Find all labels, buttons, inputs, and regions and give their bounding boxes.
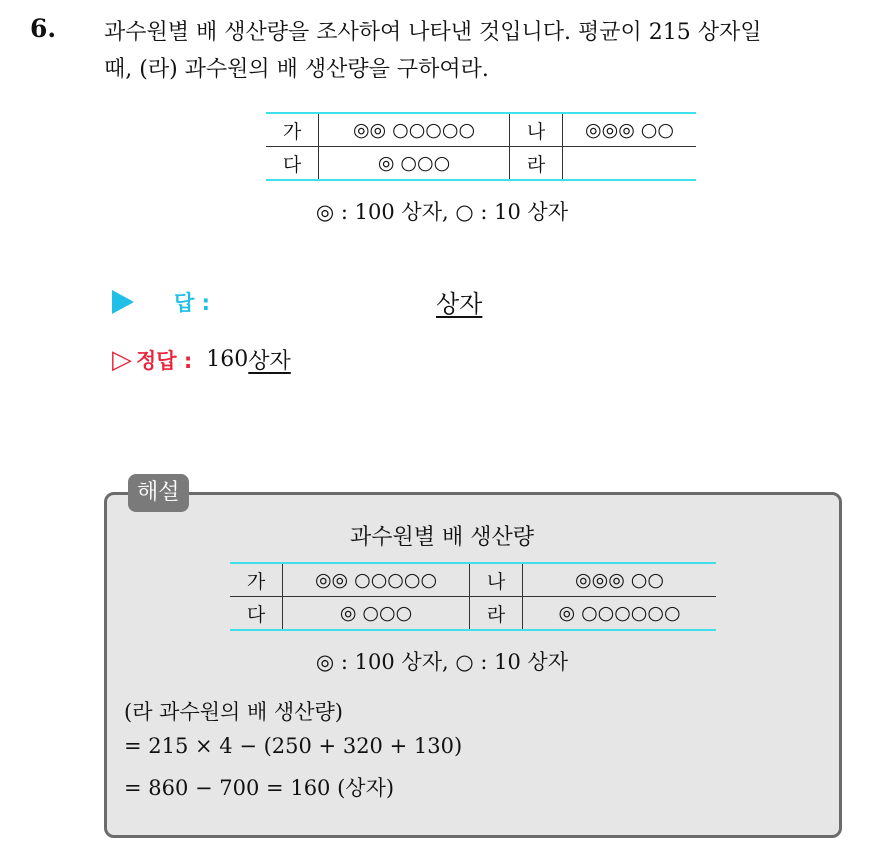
table-cell: ◎◎◎ ○○ <box>563 113 697 147</box>
calc-line: (라 과수원의 배 생산량) <box>124 700 343 724</box>
table-cell: 가 <box>266 113 319 147</box>
table-legend: ◎ : 100 상자, ○ : 10 상자 <box>315 200 569 224</box>
table-row <box>266 147 696 181</box>
table-cell: 다 <box>266 147 319 181</box>
correct-value: 160 <box>206 347 249 372</box>
question-text <box>104 14 874 88</box>
correct-unit: 상자 <box>248 349 291 374</box>
correct-label: 정답 : <box>136 348 193 373</box>
table-cell: 나 <box>470 563 523 597</box>
table-row <box>230 597 716 631</box>
table-cell: ◎ ○○○ <box>283 597 470 631</box>
explanation-table <box>230 562 716 631</box>
table-cell: ◎◎ ○○○○○ <box>283 563 470 597</box>
answer-label: 답 : <box>174 290 210 315</box>
table-cell: ◎◎◎ ○○ <box>523 563 717 597</box>
answer-unit: 상자 <box>436 290 483 318</box>
table-cell: 라 <box>510 147 563 181</box>
table-cell: ◎◎ ○○○○○ <box>319 113 510 147</box>
production-table <box>266 112 696 181</box>
question-line-2: 때, (라) 과수원의 배 생산량을 구하여라. <box>104 57 489 82</box>
question-number: 6. <box>30 14 57 43</box>
table-cell <box>563 147 697 181</box>
table-cell: 가 <box>230 563 283 597</box>
explanation-tag: 해설 <box>128 474 189 512</box>
calc-line: = 215 × 4 − (250 + 320 + 130) <box>124 734 463 758</box>
question-line-1: 과수원별 배 생산량을 조사하여 나타낸 것입니다. 평균이 215 상자일 <box>104 20 762 45</box>
table-row <box>230 563 716 597</box>
explanation-title: 과수원별 배 생산량 <box>349 525 534 550</box>
answer-row <box>112 284 482 319</box>
explanation-legend: ◎ : 100 상자, ○ : 10 상자 <box>315 650 569 674</box>
table-row <box>266 113 696 147</box>
table-cell: ◎ ○○○○○○ <box>523 597 717 631</box>
calc-line: = 860 − 700 = 160 (상자) <box>124 776 395 800</box>
table-cell: ◎ ○○○ <box>319 147 510 181</box>
table-cell: 나 <box>510 113 563 147</box>
triangle-marker-icon <box>112 290 134 314</box>
correct-answer-row <box>112 344 291 375</box>
table-cell: 다 <box>230 597 283 631</box>
table-cell: 라 <box>470 597 523 631</box>
outline-triangle-icon: ▷ <box>112 344 132 375</box>
